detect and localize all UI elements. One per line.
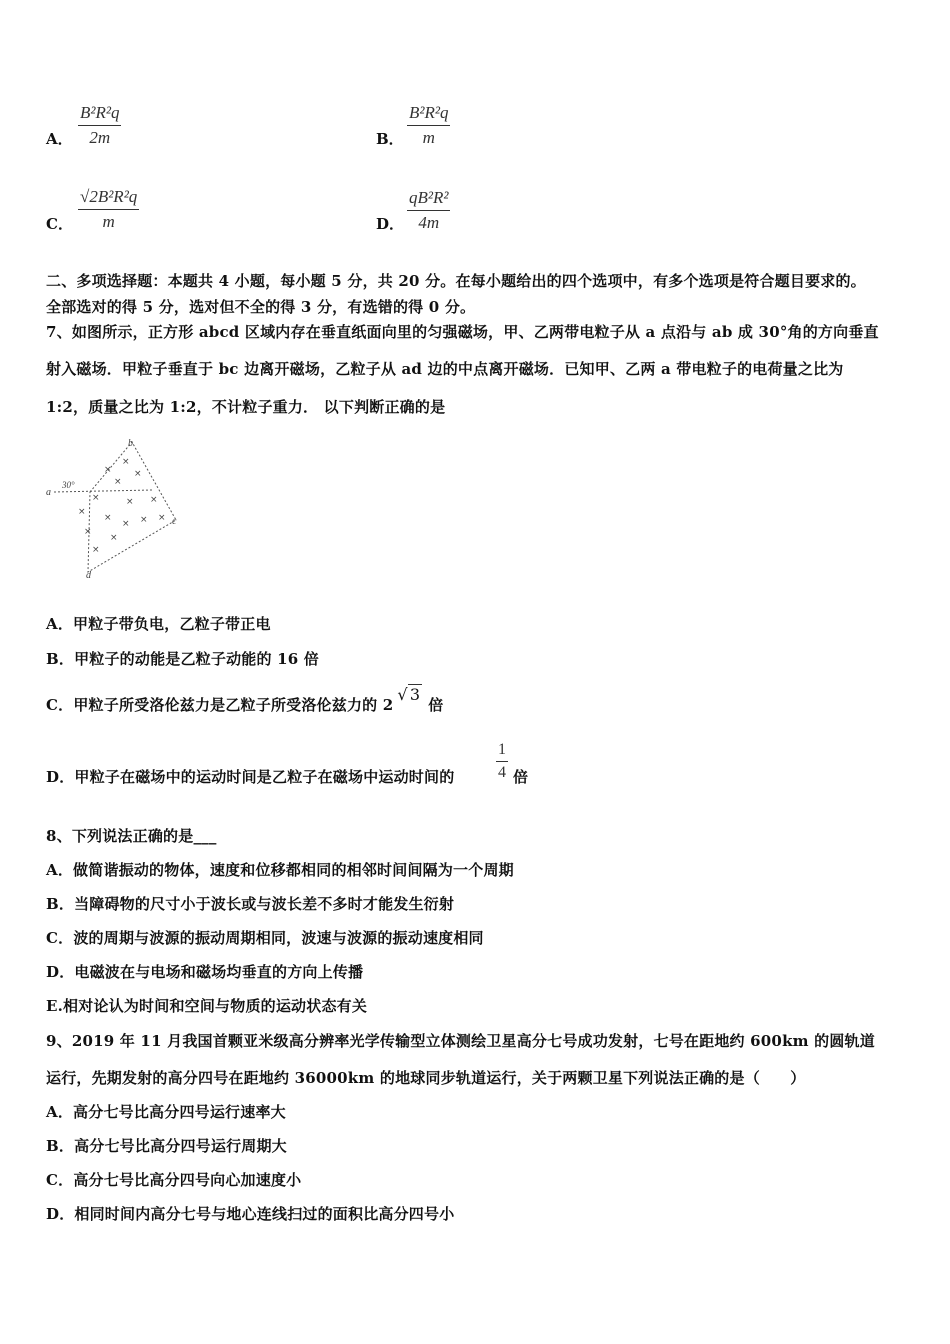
- angle-label: 30°: [62, 480, 75, 490]
- svg-text:×: ×: [122, 457, 130, 467]
- q7-stem-line3: 1:2，质量之比为 1:2，不计粒子重力． 以下判断正确的是: [46, 398, 446, 416]
- q7-figure: [40, 432, 190, 582]
- svg-text:×: ×: [122, 519, 130, 529]
- option-c-label: C．: [46, 215, 73, 233]
- svg-text:×: ×: [92, 493, 100, 503]
- q7-option-d-fraction: $\frac{1}{4}$: [498, 741, 506, 781]
- q8-option-d: D．电磁波在与电场和磁场均垂直的方向上传播: [46, 963, 364, 981]
- q9-option-c: C．高分七号比高分四号向心加速度小: [46, 1171, 302, 1189]
- option-b-denominator: m: [422, 128, 435, 147]
- field-marks: [78, 457, 166, 555]
- vertex-a: a: [46, 487, 51, 498]
- vertex-d: d: [86, 570, 91, 581]
- option-d-denominator: 4m: [418, 213, 440, 232]
- q9-option-d: D．相同时间内高分七号与地心连线扫过的面积比高分四号小: [46, 1205, 455, 1223]
- svg-text:×: ×: [140, 515, 148, 525]
- option-b: [376, 128, 404, 149]
- svg-text:×: ×: [150, 495, 158, 505]
- q9-option-b: B．高分七号比高分四号运行周期大: [46, 1137, 287, 1155]
- option-c-denominator: m: [102, 212, 115, 231]
- q7-stem-line2: 射入磁场．甲粒子垂直于 bc 边离开磁场，乙粒子从 ad 边的中点离开磁场．已知甲、乙两 a 带电粒子的电荷量之比为: [46, 360, 844, 378]
- q8-option-a: A．做简谐振动的物体，速度和位移都相同的相邻时间间隔为一个周期: [46, 861, 514, 879]
- svg-text:×: ×: [114, 477, 122, 487]
- option-d-fraction: [407, 188, 450, 233]
- q7-option-a: A．甲粒子带负电，乙粒子带正电: [46, 615, 271, 633]
- section2-line2: 全部选对的得 5 分，选对但不全的得 3 分，有选错的得 0 分。: [46, 298, 476, 316]
- option-c-numerator: √2B²R²q: [78, 187, 139, 210]
- option-a-numerator: B²R²q: [78, 103, 121, 126]
- q7-option-b: B．甲粒子的动能是乙粒子动能的 16 倍: [46, 650, 319, 668]
- svg-text:×: ×: [158, 513, 166, 523]
- option-c-fraction: [78, 187, 139, 232]
- svg-text:×: ×: [78, 507, 86, 517]
- option-b-fraction: [407, 103, 450, 148]
- option-a-label: A．: [46, 130, 73, 148]
- vertex-b: b: [128, 438, 133, 449]
- q9-option-a: A．高分七号比高分四号运行速率大: [46, 1103, 286, 1121]
- q8-option-e: E.相对论认为时间和空间与物质的运动状态有关: [46, 997, 368, 1015]
- option-d-numerator: qB²R²: [407, 188, 450, 211]
- q9-stem-line1: 9、2019 年 11 月我国首颗亚米级高分辨率光学传输型立体测绘卫星高分七号成功发射，七号在距地约 600km 的圆轨道: [46, 1032, 875, 1050]
- option-b-label: B．: [376, 130, 404, 148]
- q9-stem-line2: 运行，先期发射的高分四号在距地约 36000km 的地球同步轨道运行，关于两颗卫星下列说法正确的是（ ）: [46, 1069, 806, 1087]
- q7-option-d: [46, 766, 454, 787]
- vertex-c: c: [172, 516, 177, 527]
- q7-option-d-text: D．甲粒子在磁场中的运动时间是乙粒子在磁场中运动时间的: [46, 768, 455, 786]
- svg-text:×: ×: [134, 469, 142, 479]
- option-a: [46, 128, 73, 149]
- square-outline: [88, 442, 176, 572]
- q8-option-b: B．当障碍物的尺寸小于波长或与波长差不多时才能发生衍射: [46, 895, 455, 913]
- svg-text:×: ×: [126, 497, 134, 507]
- option-c: [46, 213, 73, 234]
- svg-text:×: ×: [104, 513, 112, 523]
- q7-stem-line1: 7、如图所示，正方形 abcd 区域内存在垂直纸面向里的匀强磁场，甲、乙两带电粒子从 a 点沿与 ab 成 30°角的方向垂直: [46, 323, 879, 341]
- option-a-denominator: 2m: [89, 128, 111, 147]
- svg-text:×: ×: [92, 545, 100, 555]
- q7-option-c: C．甲粒子所受洛伦兹力是乙粒子所受洛伦兹力的 2√ 3倍: [46, 685, 444, 714]
- q7-option-d-suffix: 倍: [513, 768, 529, 786]
- svg-text:×: ×: [84, 527, 92, 537]
- sqrt-symbol: √ 3: [397, 685, 421, 704]
- q7-option-c-text: C．甲粒子所受洛伦兹力是乙粒子所受洛伦兹力的 2: [46, 696, 394, 714]
- section2-line1: 二、多项选择题：本题共 4 小题，每小题 5 分，共 20 分。在每小题给出的四个选项中，有多个选项是符合题目要求的。: [46, 272, 866, 290]
- entry-line: [54, 490, 152, 492]
- svg-text:×: ×: [104, 465, 112, 475]
- option-d: [376, 213, 404, 234]
- option-d-label: D．: [376, 215, 405, 233]
- option-a-fraction: [78, 103, 121, 148]
- svg-text:×: ×: [110, 533, 118, 543]
- option-b-numerator: B²R²q: [407, 103, 450, 126]
- q8-stem: 8、下列说法正确的是___: [46, 827, 217, 845]
- q8-option-c: C．波的周期与波源的振动周期相同，波速与波源的振动速度相同: [46, 929, 484, 947]
